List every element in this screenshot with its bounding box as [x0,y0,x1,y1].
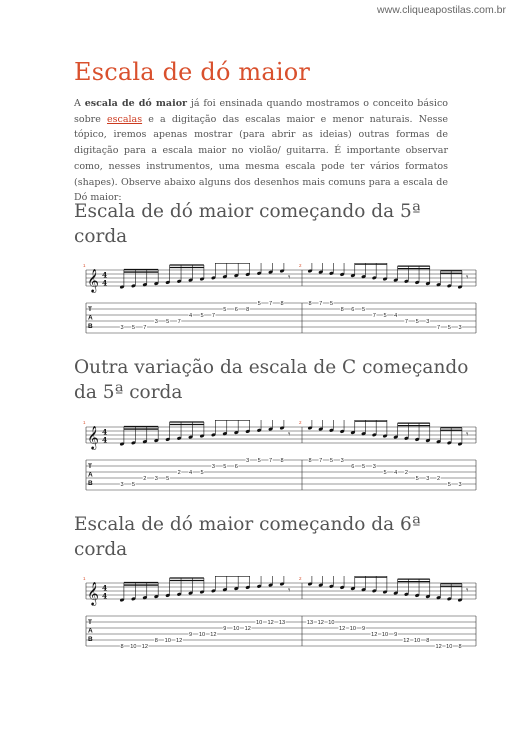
tab-label: A [88,314,93,322]
measure-number: 1 [83,576,86,581]
intro-paragraph [74,96,448,206]
fret-number: 10 [414,638,421,644]
rest-icon: 𝄾 [288,430,291,440]
fret-number: 8 [458,644,462,650]
fret-number: 8 [246,307,250,313]
fret-number: 5 [447,482,451,488]
fret-number: 2 [404,470,408,476]
intro-text-3: e a digitação das escalas maior e menor naturais. Nesse tópico, iremos apenas mostrar (para abrir as ideias) outras formas de digitação para a escala maior no violão/ guitarra. É importante observar como, nesses instrumentos, uma mesma escala pode ter vários formatos (shapes). Observe abaixo alguns dos desenhos mais comuns para a escala de Dó maior: [74,113,448,204]
fret-number: 5 [166,476,170,482]
section-heading-1: Escala de dó maior começando da 5ª corda [74,201,421,247]
tab-staff-2 [80,420,480,496]
fret-number: 9 [223,626,227,632]
fret-number: 9 [189,632,193,638]
treble-clef-icon: 𝄞 [87,425,99,449]
fret-number: 5 [131,482,135,488]
tab-label: T [88,306,92,313]
fret-number: 12 [176,638,183,644]
fret-number: 4 [394,470,398,476]
fret-number: 7 [177,319,181,325]
fret-number: 5 [329,458,333,464]
tab-staff-3 [80,576,480,652]
measure-number: 2 [299,263,302,268]
fret-number: 8 [154,638,158,644]
tab-staff-1 [80,263,480,339]
fret-number: 5 [200,470,204,476]
fret-number: 5 [131,325,135,331]
fret-number: 13 [306,620,314,626]
tab-label: A [88,471,93,479]
time-signature-top: 4 [102,583,108,593]
section-heading-3: Escala de dó maior começando da 6ª corda [74,514,421,560]
rest-icon: 𝄾 [466,430,469,440]
tab-label: B [88,323,93,330]
fret-number: 8 [340,307,344,313]
intro-text-2: já foi ensinada quando mostramos o conceito básico sobre [74,98,448,125]
measure-number: 1 [83,420,86,425]
tab-label: B [88,636,93,643]
fret-number: 5 [362,307,366,313]
fret-number: 2 [143,476,147,482]
fret-number: 3 [426,319,430,325]
section-heading-2: Outra variação da escala de C começando da 5ª corda [74,357,469,403]
fret-number: 9 [362,626,366,632]
fret-number: 10 [349,626,356,632]
fret-number: 5 [447,325,451,331]
fret-number: 12 [141,644,148,650]
fret-number: 7 [211,313,215,319]
fret-number: 10 [446,644,453,650]
fret-number: 2 [177,470,181,476]
rest-icon: 𝄾 [466,273,469,283]
fret-number: 5 [362,464,366,470]
measure-number: 2 [299,420,302,425]
time-signature-top: 4 [102,427,108,437]
measure-number: 1 [83,263,86,268]
fret-number: 4 [189,313,193,319]
fret-number: 7 [437,325,441,331]
fret-number: 8 [280,301,284,307]
fret-number: 10 [233,626,240,632]
fret-number: 5 [200,313,204,319]
fret-number: 6 [351,307,355,313]
fret-number: 3 [211,464,215,470]
tab-label: A [88,627,93,635]
site-url[interactable]: www.cliqueapostilas.com.br [377,4,506,16]
fret-number: 6 [234,464,238,470]
fret-number: 5 [415,476,419,482]
fret-number: 7 [319,301,323,307]
fret-number: 5 [383,313,387,319]
fret-number: 12 [371,632,378,638]
fret-number: 13 [278,620,286,626]
tab-label: T [88,619,92,626]
escalas-link[interactable]: escalas [107,113,143,125]
fret-number: 7 [372,313,376,319]
fret-number: 4 [394,313,398,319]
fret-number: 6 [351,464,355,470]
fret-number: 5 [166,319,170,325]
fret-number: 12 [435,644,442,650]
time-signature-bottom: 4 [102,278,108,288]
fret-number: 3 [120,325,124,331]
fret-number: 3 [458,325,462,331]
fret-number: 5 [257,458,261,464]
time-signature-bottom: 4 [102,591,108,601]
intro-text-1: A [74,98,85,109]
fret-number: 12 [339,626,346,632]
fret-number: 3 [458,482,462,488]
fret-number: 5 [223,464,227,470]
fret-number: 10 [130,644,137,650]
fret-number: 12 [244,626,251,632]
fret-number: 8 [308,301,312,307]
fret-number: 10 [328,620,335,626]
fret-number: 8 [308,458,312,464]
fret-number: 12 [403,638,410,644]
fret-number: 5 [383,470,387,476]
tab-label: T [88,463,92,470]
treble-clef-icon: 𝄞 [87,268,99,292]
fret-number: 9 [394,632,398,638]
fret-number: 3 [372,464,376,470]
fret-number: 3 [154,476,158,482]
fret-number: 10 [381,632,389,638]
intro-bold-term: escala de dó maior [84,98,188,109]
fret-number: 8 [426,638,430,644]
fret-number: 6 [234,307,238,313]
fret-number: 4 [189,470,193,476]
treble-clef-icon: 𝄞 [87,581,99,605]
fret-number: 10 [256,620,263,626]
time-signature-bottom: 4 [102,435,108,445]
fret-number: 12 [267,620,274,626]
fret-number: 3 [246,458,250,464]
fret-number: 10 [198,632,206,638]
fret-number: 8 [120,644,124,650]
fret-number: 10 [164,638,171,644]
fret-number: 7 [269,301,273,307]
fret-number: 8 [280,458,284,464]
fret-number: 7 [143,325,147,331]
fret-number: 3 [426,476,430,482]
fret-number: 7 [269,458,273,464]
fret-number: 3 [340,458,344,464]
fret-number: 2 [437,476,441,482]
fret-number: 12 [210,632,217,638]
tab-label: B [88,480,93,487]
rest-icon: 𝄾 [288,273,291,283]
fret-number: 5 [223,307,227,313]
page-title: Escala de dó maior [74,58,311,86]
time-signature-top: 4 [102,270,108,280]
rest-icon: 𝄾 [466,586,469,596]
fret-number: 5 [329,301,333,307]
fret-number: 5 [257,301,261,307]
rest-icon: 𝄾 [288,586,291,596]
fret-number: 3 [154,319,158,325]
fret-number: 5 [415,319,419,325]
measure-number: 2 [299,576,302,581]
fret-number: 3 [120,482,124,488]
fret-number: 7 [319,458,323,464]
fret-number: 7 [404,319,408,325]
fret-number: 12 [317,620,324,626]
